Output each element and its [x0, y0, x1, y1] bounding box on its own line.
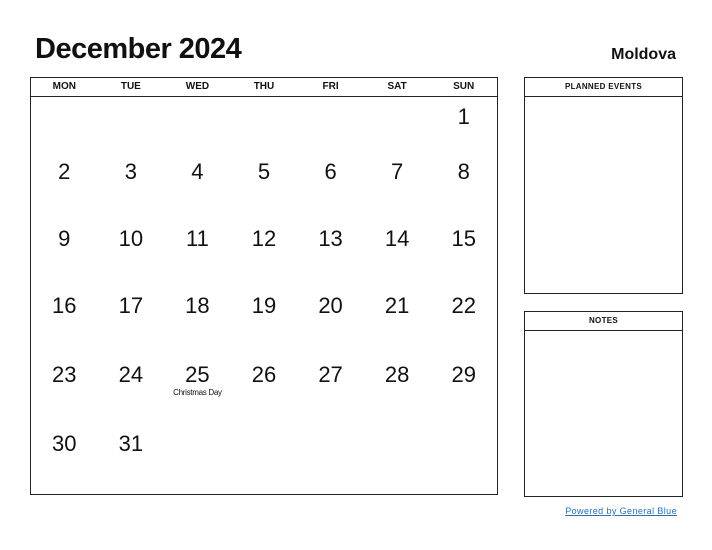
- day-cell: [164, 219, 231, 286]
- day-number: 29: [451, 362, 476, 387]
- day-number: 27: [318, 362, 343, 387]
- day-cell: [231, 152, 298, 219]
- day-number: 24: [118, 362, 144, 387]
- day-number: 17: [118, 293, 144, 318]
- weekday-mon: MON: [52, 81, 76, 92]
- day-number: 11: [186, 226, 209, 251]
- day-cell: [430, 286, 497, 355]
- planned-events-panel: [524, 77, 683, 294]
- day-cell: [164, 152, 231, 219]
- day-number: 4: [191, 159, 204, 184]
- planned-events-title: PLANNED EVENTS: [525, 78, 682, 97]
- day-cell: [31, 424, 98, 495]
- day-cell: [364, 286, 431, 355]
- day-cell: [98, 424, 165, 495]
- day-cell: [231, 219, 298, 286]
- day-number: 6: [324, 159, 337, 184]
- day-cell: [98, 286, 165, 355]
- day-number: 28: [384, 362, 410, 387]
- day-number: 5: [257, 159, 271, 184]
- day-cell: [164, 97, 231, 152]
- day-cell: [31, 286, 98, 355]
- day-number: 12: [251, 226, 277, 251]
- day-number: [164, 424, 231, 432]
- day-number: [231, 97, 298, 105]
- day-number: 2: [58, 159, 71, 184]
- day-cell: [164, 424, 231, 495]
- day-cell: [231, 286, 298, 355]
- weekday-fri: FRI: [322, 81, 339, 92]
- day-cell: [98, 355, 165, 424]
- day-cell: [297, 286, 364, 355]
- notes-panel: [524, 311, 683, 497]
- weekday-sat: SAT: [387, 81, 407, 92]
- day-cell: [364, 152, 431, 219]
- day-cell: [297, 97, 364, 152]
- day-number: 18: [185, 293, 210, 318]
- day-cell: [31, 355, 98, 424]
- day-cell: [297, 424, 364, 495]
- day-number: 3: [124, 159, 137, 184]
- powered-by-link[interactable]: Powered by General Blue: [565, 506, 677, 516]
- day-cell: [164, 286, 231, 355]
- day-cell: [364, 219, 431, 286]
- day-cell: [231, 355, 298, 424]
- day-number: 23: [52, 362, 77, 387]
- day-number: [364, 97, 431, 105]
- day-number: 8: [457, 159, 470, 184]
- day-cell: [430, 355, 497, 424]
- day-cell: [98, 97, 165, 152]
- day-cell: [297, 219, 364, 286]
- day-cell: [98, 152, 165, 219]
- day-cell: [430, 424, 497, 495]
- notes-title: NOTES: [525, 312, 682, 331]
- day-number: [164, 97, 231, 105]
- holiday-label: Christmas Day: [173, 388, 222, 397]
- country-label: Moldova: [611, 46, 676, 63]
- day-cell: [364, 424, 431, 495]
- calendar-title: December 2024: [35, 33, 242, 65]
- day-number: 14: [384, 226, 410, 251]
- day-number: 31: [118, 431, 144, 456]
- day-number: 15: [451, 226, 476, 251]
- day-number: [31, 97, 98, 105]
- day-number: 20: [318, 293, 343, 318]
- day-number: 22: [451, 293, 476, 318]
- weekday-wed: WED: [185, 81, 210, 92]
- day-cell: [31, 219, 98, 286]
- weekday-header: [31, 78, 497, 97]
- day-cell: [31, 97, 98, 152]
- day-number: [297, 424, 364, 432]
- day-cell: [364, 355, 431, 424]
- day-number: 7: [391, 159, 404, 184]
- day-number: 30: [52, 431, 77, 456]
- weekday-tue: TUE: [120, 81, 141, 92]
- day-number: 25: [185, 362, 210, 387]
- day-number: 1: [457, 104, 470, 129]
- day-cell: [297, 152, 364, 219]
- day-number: 16: [52, 293, 77, 318]
- day-cell: [297, 355, 364, 424]
- day-number: [98, 97, 165, 105]
- day-cell: [231, 424, 298, 495]
- day-cell: [231, 97, 298, 152]
- day-cell: [164, 355, 231, 424]
- day-cell: [430, 97, 497, 152]
- day-number: 19: [251, 293, 277, 318]
- day-number: [231, 424, 298, 432]
- calendar-days: [31, 97, 497, 495]
- day-number: [297, 97, 364, 105]
- day-number: 26: [251, 362, 277, 387]
- day-cell: [364, 97, 431, 152]
- weekday-sun: SUN: [453, 81, 475, 92]
- day-number: 13: [318, 226, 343, 251]
- day-number: 10: [118, 226, 144, 251]
- calendar-grid: [30, 77, 498, 495]
- weekday-thu: THU: [253, 81, 275, 92]
- day-cell: [430, 219, 497, 286]
- day-cell: [430, 152, 497, 219]
- day-number: [364, 424, 431, 432]
- day-cell: [98, 219, 165, 286]
- day-cell: [31, 152, 98, 219]
- day-number: 21: [384, 293, 410, 318]
- day-number: 9: [58, 226, 71, 251]
- day-number: [430, 424, 497, 432]
